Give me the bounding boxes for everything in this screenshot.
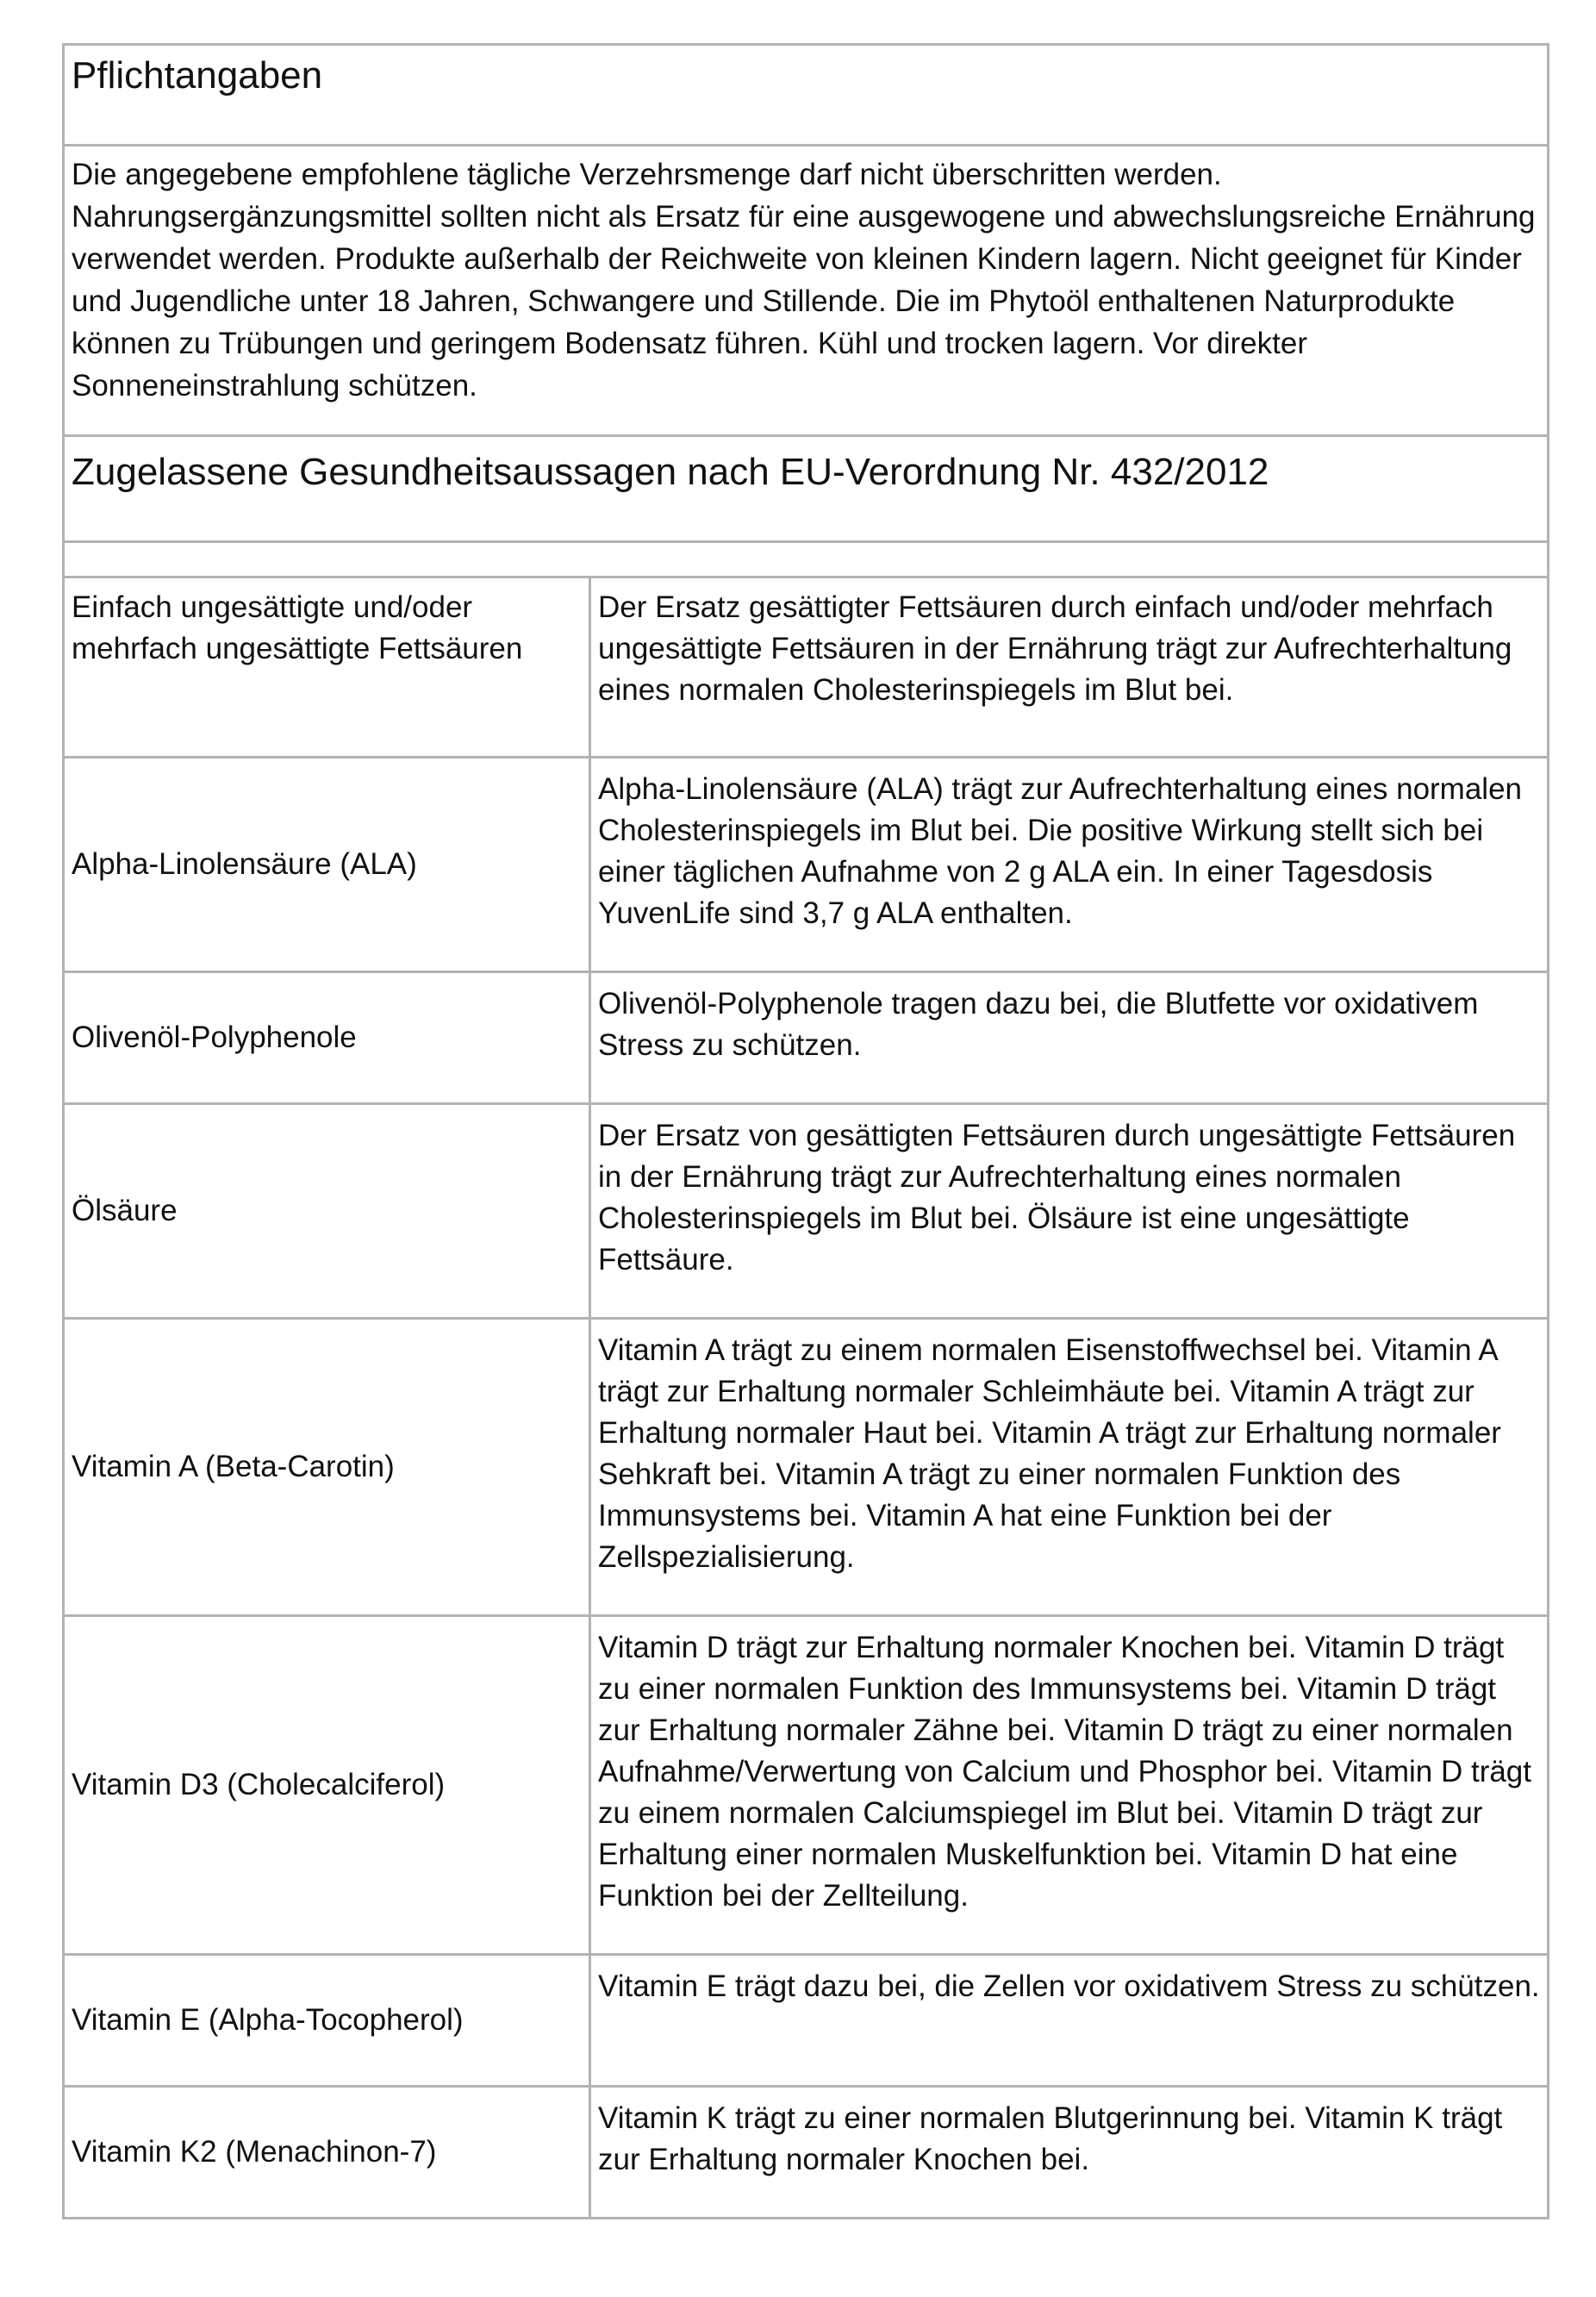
pflicht-text: Die angegebene empfohlene tägliche Verzehrsmenge darf nicht überschritten werden. Nahrungsergänzungsmittel sollten nicht als Ersatz für eine ausgewogene und abwechslungsreiche Ernährung verwendet werden. Produkte außerhalb der Reichweite von kleinen Kindern lagern. Nicht geeignet für Kinder und Jugendliche unter 18 Jahren, Schwangere und Stillende. Die im Phytoöl enthaltenen Naturprodukte können zu Trübungen und geringem Bodensatz führen. Kühl und trocken lagern. Vor direkter Sonneneinstrahlung schützen.: [64, 146, 1549, 436]
claim-text: Alpha-Linolensäure (ALA) trägt zur Aufrechterhaltung eines normalen Cholesterinspiegels im Blut bei. Die positive Wirkung stellt sich bei einer täglichen Aufnahme von 2 g ALA ein. In einer Tagesdosis YuvenLife sind 3,7 g ALA enthalten.: [590, 758, 1549, 972]
claim-label: Ölsäure: [64, 1104, 590, 1319]
claims-title: Zugelassene Gesundheitsaussagen nach EU-Verordnung Nr. 432/2012: [64, 436, 1549, 542]
claim-row: [64, 1955, 1549, 2087]
blank-cell: [64, 542, 1549, 577]
claim-label: Vitamin A (Beta-Carotin): [64, 1319, 590, 1616]
claim-text: Vitamin D trägt zur Erhaltung normaler Knochen bei. Vitamin D trägt zu einer normalen Funktion des Immunsystems bei. Vitamin D trägt zur Erhaltung normaler Zähne bei. Vitamin D trägt zu einer normalen Aufnahme/Verwertung von Calcium und Phosphor bei. Vitamin D trägt zu einem normalen Calciumspiegel im Blut bei. Vitamin D trägt zur Erhaltung einer normalen Muskelfunktion bei. Vitamin D hat eine Funktion bei der Zellteilung.: [590, 1616, 1549, 1955]
claim-text: Der Ersatz von gesättigten Fettsäuren durch ungesättigte Fettsäuren in der Ernährung trägt zur Aufrechterhaltung eines normalen Cholesterinspiegels im Blut bei. Ölsäure ist eine ungesättigte Fettsäure.: [590, 1104, 1549, 1319]
pflicht-title: Pflichtangaben: [64, 45, 1549, 146]
claim-text: Vitamin K trägt zu einer normalen Blutgerinnung bei. Vitamin K trägt zur Erhaltung normaler Knochen bei.: [590, 2087, 1549, 2219]
claims-title-row: [64, 436, 1549, 542]
claim-row: [64, 2087, 1549, 2219]
claim-label: Olivenöl-Polyphenole: [64, 972, 590, 1104]
claim-row: [64, 577, 1549, 758]
blank-row: [64, 542, 1549, 577]
pflicht-text-row: [64, 146, 1549, 436]
claim-row: [64, 1616, 1549, 1955]
document-table: [62, 43, 1549, 2219]
pflicht-title-row: [64, 45, 1549, 146]
claim-text: Der Ersatz gesättigter Fettsäuren durch einfach und/oder mehrfach ungesättigte Fettsäuren in der Ernährung trägt zur Aufrechterhaltung eines normalen Cholesterinspiegels im Blut bei.: [590, 577, 1549, 758]
claim-row: [64, 972, 1549, 1104]
claim-text: Vitamin A trägt zu einem normalen Eisenstoffwechsel bei. Vitamin A trägt zur Erhaltung normaler Schleimhäute bei. Vitamin A trägt zur Erhaltung normaler Haut bei. Vitamin A trägt zur Erhaltung normaler Sehkraft bei. Vitamin A trägt zu einer normalen Funktion des Immunsystems bei. Vitamin A hat eine Funktion bei der Zellspezialisierung.: [590, 1319, 1549, 1616]
claim-label: Vitamin E (Alpha-Tocopherol): [64, 1955, 590, 2087]
claim-label: Einfach ungesättigte und/oder mehrfach ungesättigte Fettsäuren: [64, 577, 590, 758]
claim-label: Vitamin D3 (Cholecalciferol): [64, 1616, 590, 1955]
claim-text: Vitamin E trägt dazu bei, die Zellen vor oxidativem Stress zu schützen.: [590, 1955, 1549, 2087]
claim-row: [64, 1104, 1549, 1319]
claim-label: Alpha-Linolensäure (ALA): [64, 758, 590, 972]
claim-label: Vitamin K2 (Menachinon-7): [64, 2087, 590, 2219]
claim-row: [64, 1319, 1549, 1616]
claim-row: [64, 758, 1549, 972]
claim-text: Olivenöl-Polyphenole tragen dazu bei, die Blutfette vor oxidativem Stress zu schützen.: [590, 972, 1549, 1104]
